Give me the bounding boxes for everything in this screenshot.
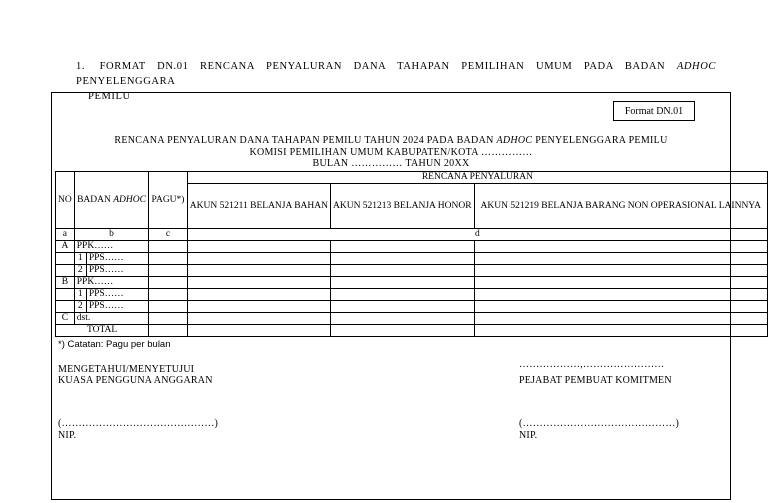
row-dst: dst. bbox=[74, 313, 148, 325]
row-label: A bbox=[56, 241, 75, 253]
table-cell bbox=[187, 325, 330, 337]
row-pps: PPS…… bbox=[86, 301, 148, 313]
sign-left-nip: NIP. bbox=[58, 430, 77, 441]
sign-right-nip: NIP. bbox=[519, 430, 538, 441]
row-pps: PPS…… bbox=[86, 253, 148, 265]
table-row bbox=[56, 241, 768, 253]
row-label: C bbox=[56, 313, 75, 325]
row-ppk: PPK…… bbox=[74, 241, 148, 253]
table-cell bbox=[149, 277, 188, 289]
total-row bbox=[56, 325, 768, 337]
index-b: b bbox=[74, 229, 148, 241]
table-cell bbox=[187, 253, 330, 265]
table-cell bbox=[474, 313, 767, 325]
header-akun-3: AKUN 521219 BELANJA BARANG NON OPERASIONAL LAINNYA bbox=[474, 184, 767, 229]
table-cell bbox=[56, 265, 75, 277]
total-label: TOTAL bbox=[56, 325, 149, 337]
header-akun-2: AKUN 521213 BELANJA HONOR bbox=[330, 184, 474, 229]
sign-right-name: (………………………………………) bbox=[519, 418, 680, 429]
table-cell bbox=[56, 253, 75, 265]
table-cell bbox=[330, 301, 474, 313]
header-akun-1: AKUN 521211 BELANJA BAHAN bbox=[187, 184, 330, 229]
table-cell bbox=[187, 265, 330, 277]
heading-line-1 bbox=[76, 59, 716, 89]
header-no: NO bbox=[56, 172, 75, 229]
table-cell bbox=[330, 313, 474, 325]
header-badan-text: BADAN bbox=[77, 194, 111, 205]
row-label: B bbox=[56, 277, 75, 289]
table-cell bbox=[56, 301, 75, 313]
header-badan-italic: ADHOC bbox=[113, 194, 146, 205]
heading-line-2: PEMILU bbox=[88, 91, 131, 102]
row-number: 2 bbox=[74, 301, 86, 313]
table-cell bbox=[474, 301, 767, 313]
header-badan bbox=[74, 172, 148, 229]
table-cell bbox=[187, 289, 330, 301]
table-cell bbox=[330, 289, 474, 301]
heading-text-end: PENYELENGGARA bbox=[76, 76, 176, 87]
title-text-b: PENYELENGGARA PEMILU bbox=[535, 135, 668, 146]
table-row bbox=[56, 277, 768, 289]
row-number: 2 bbox=[74, 265, 86, 277]
table-row bbox=[56, 265, 768, 277]
heading-number: 1. bbox=[76, 61, 86, 72]
table-cell bbox=[149, 325, 188, 337]
pagu-note: *) Catatan: Pagu per bulan bbox=[58, 339, 171, 350]
row-pps: PPS…… bbox=[86, 265, 148, 277]
table-cell bbox=[56, 289, 75, 301]
heading-text: FORMAT DN.01 RENCANA PENYALURAN DANA TAHAPAN PEMILIHAN UMUM PADA BADAN bbox=[99, 61, 666, 72]
sign-left-name: (………………………………………) bbox=[58, 418, 219, 429]
table-cell bbox=[474, 289, 767, 301]
header-pagu: PAGU*) bbox=[149, 172, 188, 229]
table-cell bbox=[474, 253, 767, 265]
table-cell bbox=[187, 241, 330, 253]
table-cell bbox=[187, 277, 330, 289]
table-cell bbox=[474, 325, 767, 337]
table-cell bbox=[330, 265, 474, 277]
header-rencana: RENCANA PENYALURAN bbox=[187, 172, 767, 184]
table-row bbox=[56, 301, 768, 313]
table-cell bbox=[149, 301, 188, 313]
sign-right-line-1: PEJABAT PEMBUAT KOMITMEN bbox=[519, 375, 672, 386]
sign-right-place: ………………,…………………… bbox=[519, 359, 665, 370]
table-row bbox=[56, 253, 768, 265]
distribution-table bbox=[55, 171, 768, 337]
table-cell bbox=[330, 325, 474, 337]
title-text-a: RENCANA PENYALURAN DANA TAHAPAN PEMILU TAHUN 2024 PADA BADAN bbox=[114, 135, 494, 146]
table-cell bbox=[149, 313, 188, 325]
title-italic: ADHOC bbox=[496, 135, 533, 146]
index-row bbox=[56, 229, 768, 241]
sign-left-line-1: MENGETAHUI/MENYETUJUI bbox=[58, 364, 195, 375]
table-cell bbox=[149, 265, 188, 277]
table-cell bbox=[149, 253, 188, 265]
heading-italic: ADHOC bbox=[676, 61, 716, 72]
form-title-line-1 bbox=[51, 135, 731, 146]
table-cell bbox=[187, 301, 330, 313]
header-row bbox=[56, 172, 768, 184]
row-number: 1 bbox=[74, 289, 86, 301]
index-d: d bbox=[187, 229, 767, 241]
table-row bbox=[56, 313, 768, 325]
row-pps: PPS…… bbox=[86, 289, 148, 301]
index-c: c bbox=[149, 229, 188, 241]
format-label: Format DN.01 bbox=[613, 101, 695, 121]
index-a: a bbox=[56, 229, 75, 241]
table-cell bbox=[474, 265, 767, 277]
table-cell bbox=[187, 313, 330, 325]
table-row bbox=[56, 289, 768, 301]
table-cell bbox=[149, 241, 188, 253]
table-cell bbox=[474, 277, 767, 289]
sign-left-line-2: KUASA PENGGUNA ANGGARAN bbox=[58, 375, 213, 386]
table-cell bbox=[330, 253, 474, 265]
table-cell bbox=[330, 241, 474, 253]
table-cell bbox=[330, 277, 474, 289]
row-number: 1 bbox=[74, 253, 86, 265]
form-title-line-2: KOMISI PEMILIHAN UMUM KABUPATEN/KOTA …………… bbox=[249, 147, 533, 158]
form-title-line-3: BULAN …………… TAHUN 20XX bbox=[312, 158, 470, 169]
table-cell bbox=[474, 241, 767, 253]
row-ppk: PPK…… bbox=[74, 277, 148, 289]
table-cell bbox=[149, 289, 188, 301]
